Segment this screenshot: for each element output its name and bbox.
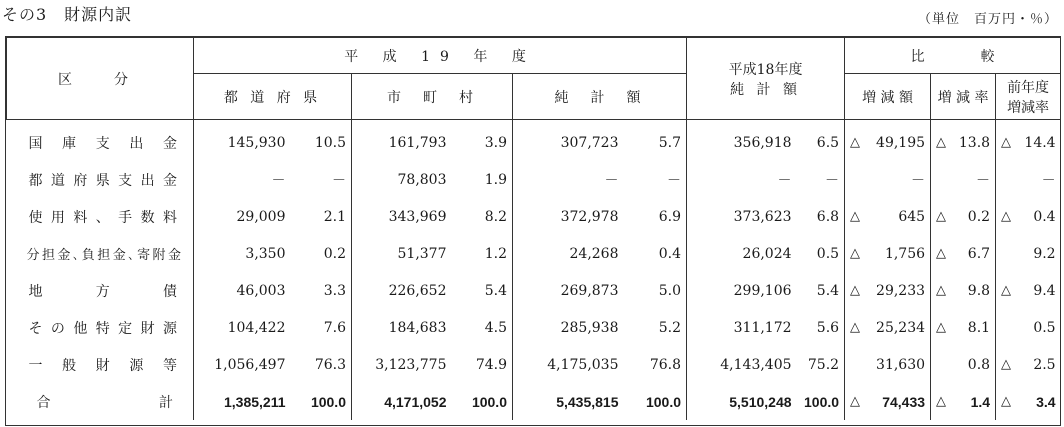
cell-net: 285,938 [513,309,624,346]
cell-inc [845,161,931,198]
cell-rate [931,383,996,420]
cell-muni: 4,171,052 [352,383,452,420]
decrease-mark: △ [1001,393,1012,409]
row-label: 使用料、手数料 [28,209,179,226]
cell-fy18-pct: 0.5 [816,245,840,262]
decrease-mark: △ [936,134,947,150]
header-fy18-line1: 平成18年度 [728,61,803,78]
cell-value: 0.5 [1033,319,1056,336]
cell-fy18-pct: 5.6 [816,319,840,336]
cell-muni-pct: 74.9 [475,356,507,373]
decrease-mark: △ [850,319,861,335]
cell-fy18-pct: 6.5 [816,134,840,151]
decrease-mark: △ [1001,282,1012,298]
header-increase: 増 減 額 [845,74,931,120]
cell-net-pct: 5.7 [658,134,682,151]
cell-value: 9.4 [1033,282,1056,299]
cell-pref: 29,009 [194,198,291,235]
decrease-mark: △ [1001,356,1012,372]
decrease-mark: △ [850,282,861,298]
cell-value: 13.8 [958,134,991,151]
row-label: 一般財源等 [28,357,179,374]
cell-value: 0.2 [967,208,991,225]
cell-pref-pct: 2.1 [323,208,346,225]
cell-prev [996,383,1061,420]
cell-fy18: 299,106 [687,272,797,309]
cell-fy18: － [687,161,797,198]
cell-muni: 78,803 [352,161,452,198]
table-row [7,120,1061,162]
cell-value: 31,630 [876,356,926,373]
cell-pref: 1,056,497 [194,346,291,383]
cell-value: 9.2 [1033,245,1056,262]
cell-inc [845,120,931,162]
cell-prev [996,120,1061,162]
cell-fy18-pct: 100.0 [804,393,840,410]
header-prev-line1: 前年度 [1007,79,1050,96]
header-prefecture: 都 道 府 県 [194,74,352,120]
unit-note: （単位 百万円・％） [917,12,1058,27]
cell-net: － [513,161,624,198]
decrease-mark: △ [850,134,861,150]
cell-value: 0.8 [967,356,991,373]
cell-net: 307,723 [513,120,624,162]
cell-inc [845,272,931,309]
cell-muni-pct: 100.0 [471,393,507,410]
cell-muni: 226,652 [352,272,452,309]
cell-value: 1.4 [970,393,991,410]
cell-value: － [911,172,926,189]
decrease-mark: △ [936,245,947,261]
cell-prev [996,161,1061,198]
cell-value: 2.5 [1033,356,1056,373]
cell-fy18: 5,510,248 [687,383,797,420]
decrease-mark: △ [850,245,861,261]
cell-rate [931,272,996,309]
cell-pref-pct: 76.3 [314,356,346,373]
cell-muni: 184,683 [352,309,452,346]
row-label: 分担金､負担金､寄附金 [26,248,181,263]
cell-pref: 145,930 [194,120,291,162]
header-prev-line2: 増減率 [1007,99,1050,116]
cell-muni: 343,969 [352,198,452,235]
table-row [7,235,1061,272]
cell-pref: － [194,161,291,198]
cell-net: 269,873 [513,272,624,309]
decrease-mark: △ [1001,134,1012,150]
cell-inc [845,383,931,420]
header-fy18-line2: 純 計 額 [730,81,801,98]
cell-pref-pct: － [332,172,346,189]
cell-fy18: 26,024 [687,235,797,272]
cell-pref-pct: 7.6 [323,319,346,336]
cell-rate [931,309,996,346]
cell-rate [931,346,996,383]
cell-net: 372,978 [513,198,624,235]
cell-value: 3.4 [1036,393,1056,410]
cell-prev [996,309,1061,346]
cell-fy18: 356,918 [687,120,797,162]
cell-net: 24,268 [513,235,624,272]
cell-net: 5,435,815 [513,383,624,420]
cell-pref-pct: 3.3 [323,282,346,299]
cell-pref: 1,385,211 [194,383,291,420]
row-label: 地方債 [28,283,179,300]
table-row [7,383,1061,420]
cell-rate [931,198,996,235]
cell-pref: 46,003 [194,272,291,309]
cell-muni-pct: 3.9 [484,134,507,151]
header-compare: 比 較 [845,38,1061,74]
cell-value: 9.8 [967,282,991,299]
cell-net-pct: 100.0 [645,393,682,410]
header-fy18 [687,38,845,120]
decrease-mark: △ [936,319,947,335]
table-row [7,161,1061,198]
revenue-breakdown-table [5,36,1061,426]
cell-inc [845,309,931,346]
row-label: 都道府県支出金 [28,172,179,189]
page-title: その3 財源内訳 [2,5,133,24]
cell-muni: 3,123,775 [352,346,452,383]
cell-fy18: 311,172 [687,309,797,346]
decrease-mark: △ [936,282,947,298]
cell-value: － [1041,172,1056,189]
cell-rate [931,120,996,162]
cell-prev [996,346,1061,383]
cell-net-pct: 76.8 [649,356,682,373]
cell-fy18: 4,143,405 [687,346,797,383]
cell-muni-pct: 4.5 [484,319,507,336]
cell-value: 29,233 [876,282,926,299]
header-category: 区 分 [7,38,194,120]
cell-fy18-pct: 6.8 [816,208,840,225]
cell-net-pct: 5.0 [658,282,682,299]
cell-value: 74,433 [882,393,926,410]
cell-net-pct: － [667,172,682,189]
decrease-mark: △ [936,208,947,224]
cell-value: 1,756 [884,245,926,262]
cell-pref-pct: 100.0 [310,393,346,410]
cell-rate [931,235,996,272]
table-row [7,272,1061,309]
cell-muni-pct: 1.2 [484,245,507,262]
header-rate: 増 減 率 [931,74,996,120]
cell-inc [845,346,931,383]
cell-muni-pct: 8.2 [484,208,507,225]
table-row [7,198,1061,235]
decrease-mark: △ [850,393,861,409]
cell-prev [996,198,1061,235]
row-label: その他特定財源 [28,320,179,337]
cell-inc [845,198,931,235]
cell-fy18-pct: － [825,172,840,189]
cell-pref: 104,422 [194,309,291,346]
cell-muni: 161,793 [352,120,452,162]
cell-muni: 51,377 [352,235,452,272]
cell-net: 4,175,035 [513,346,624,383]
cell-net-pct: 6.9 [658,208,682,225]
cell-fy18-pct: 75.2 [807,356,840,373]
row-label: 合計 [36,394,175,411]
table-row [7,309,1061,346]
cell-net-pct: 0.4 [658,245,682,262]
row-label: 国庫支出金 [28,135,179,152]
header-net-total: 純 計 額 [513,74,687,120]
cell-value: 8.1 [967,319,991,336]
header-municipality: 市 町 村 [352,74,513,120]
cell-pref: 3,350 [194,235,291,272]
cell-value: － [976,172,991,189]
decrease-mark: △ [1001,208,1012,224]
cell-value: 14.4 [1024,134,1056,151]
cell-prev [996,235,1061,272]
cell-fy18: 373,623 [687,198,797,235]
cell-fy18-pct: 5.4 [816,282,840,299]
decrease-mark: △ [936,393,947,409]
table-row [7,346,1061,383]
cell-muni-pct: 5.4 [484,282,507,299]
decrease-mark: △ [850,208,861,224]
cell-prev [996,272,1061,309]
cell-value: 25,234 [876,319,926,336]
cell-value: 0.4 [1033,208,1056,225]
cell-rate [931,161,996,198]
header-fy19: 平 成 19 年 度 [194,38,687,74]
cell-inc [845,235,931,272]
cell-pref-pct: 0.2 [323,245,346,262]
header-prev-rate [996,74,1061,120]
cell-muni-pct: 1.9 [484,171,507,188]
cell-net-pct: 5.2 [658,319,682,336]
cell-value: 645 [898,208,926,225]
cell-value: 49,195 [876,134,926,151]
cell-value: 6.7 [967,245,991,262]
cell-pref-pct: 10.5 [314,134,346,151]
